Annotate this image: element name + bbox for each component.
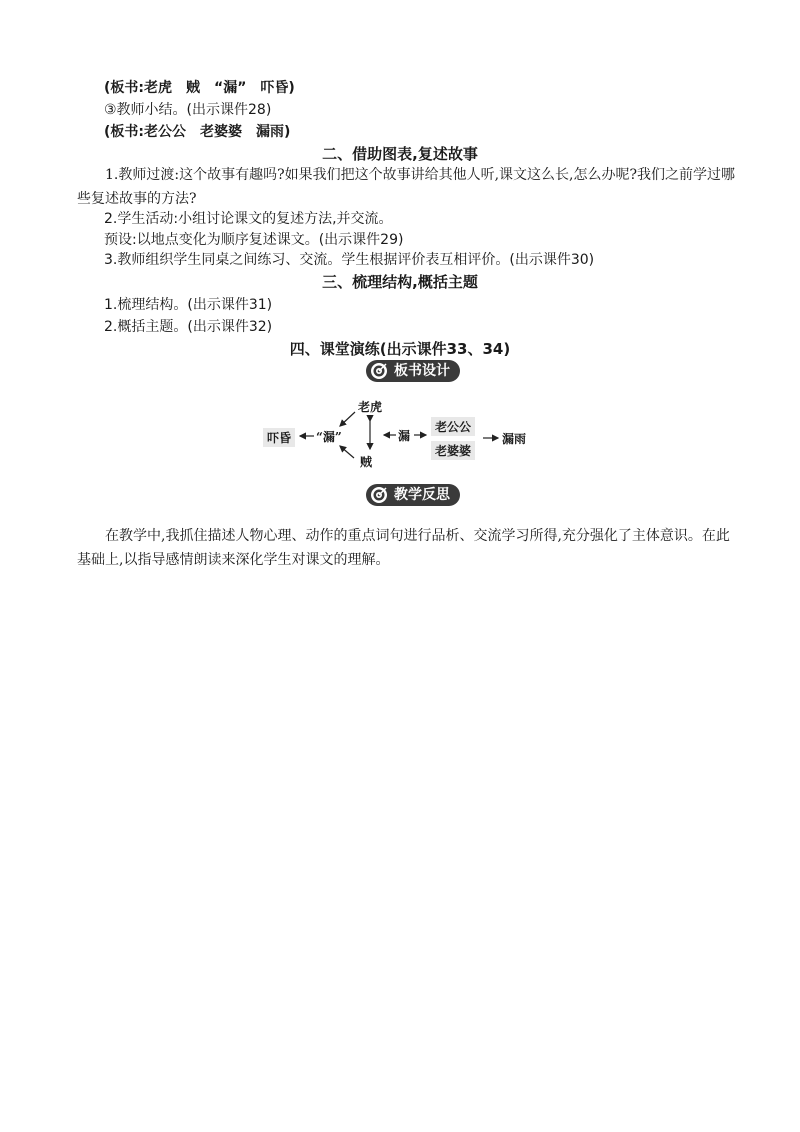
reflection-badge bbox=[366, 484, 460, 506]
node-tiger: 老虎 bbox=[358, 400, 383, 414]
reflection-text: 在教学中,我抓住描述人物心理、动作的重点词句进行品析、交流学习所得,充分强化了主体意识。在此基础上,以指导感情朗读来深化学生对课文的理解。 bbox=[77, 528, 730, 568]
node-old-woman: 老婆婆 bbox=[431, 441, 475, 460]
node-lou: 漏 bbox=[398, 429, 411, 443]
section-2-item-1: 1.教师过渡:这个故事有趣吗?如果我们把这个故事讲给其他人听,课文这么长,怎么办呢?我们之前学过哪些复述故事的方法? bbox=[77, 167, 735, 207]
board-design-badge bbox=[366, 360, 460, 382]
node-thief: 贼 bbox=[360, 455, 373, 469]
section-3-item-2: 2.概括主题。(出示课件32) bbox=[104, 319, 273, 335]
target-icon bbox=[370, 362, 388, 380]
board-design-label: 板书设计 bbox=[394, 363, 450, 379]
reflection-label: 教学反思 bbox=[394, 487, 450, 503]
section-3-item-1: 1.梳理结构。(出示课件31) bbox=[104, 297, 273, 313]
arrow-thief-to-lou bbox=[340, 446, 354, 458]
arrow-tiger-to-lou bbox=[340, 412, 355, 426]
section-2-preset: 预设:以地点变化为顺序复述课文。(出示课件29) bbox=[104, 232, 404, 248]
node-leaking: 漏雨 bbox=[502, 432, 527, 446]
board-note-1: (板书:老虎 贼 “漏” 吓昏) bbox=[104, 80, 295, 96]
section-3-heading: 三、梳理结构,概括主题 bbox=[322, 273, 478, 291]
board-design-diagram bbox=[262, 395, 538, 470]
board-note-2: (板书:老公公 老婆婆 漏雨) bbox=[104, 124, 291, 140]
node-scared: 吓昏 bbox=[263, 428, 295, 447]
node-lou-quoted: “漏” bbox=[316, 430, 342, 444]
target-icon bbox=[370, 486, 388, 504]
teacher-summary: ③教师小结。(出示课件28) bbox=[104, 102, 272, 118]
section-4-heading: 四、课堂演练(出示课件33、34) bbox=[289, 340, 511, 358]
section-2-item-3: 3.教师组织学生同桌之间练习、交流。学生根据评价表互相评价。(出示课件30) bbox=[104, 252, 595, 268]
section-2-heading: 二、借助图表,复述故事 bbox=[322, 145, 478, 163]
section-2-item-2: 2.学生活动:小组讨论课文的复述方法,并交流。 bbox=[104, 211, 393, 227]
node-old-man: 老公公 bbox=[431, 417, 475, 436]
